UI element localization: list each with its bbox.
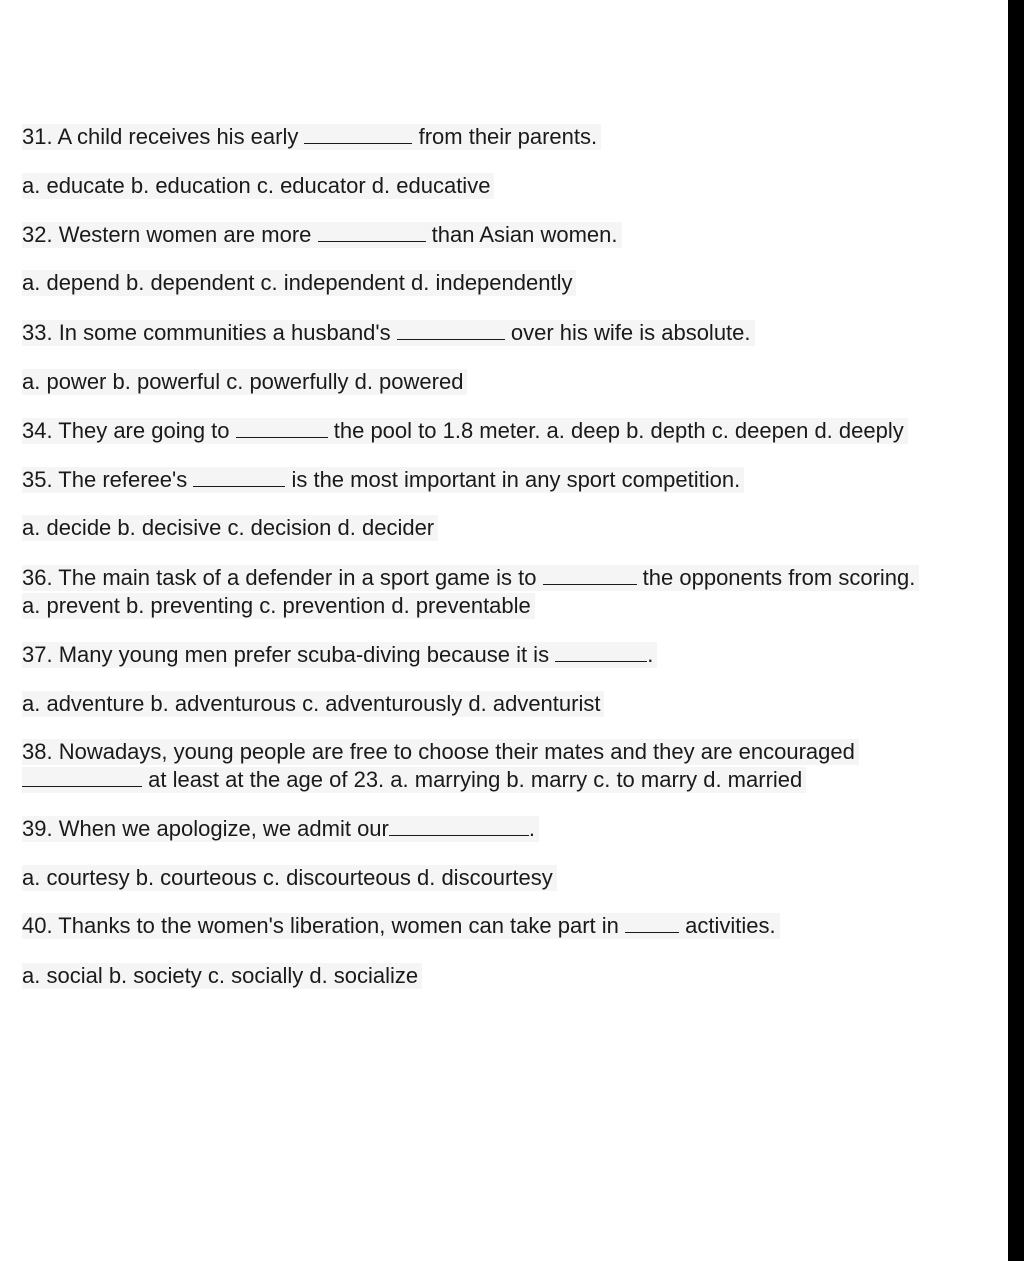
question-36-options: a. prevent b. preventing c. prevention d. preventable (22, 593, 535, 619)
question-31-blank (304, 125, 412, 144)
question-36-stem-end: the opponents from scoring. (636, 565, 916, 590)
question-39-blank (389, 817, 529, 836)
question-40 (22, 913, 780, 939)
question-38-stem-end: at least at the age of 23. a. marrying b. marry c. to marry d. married (142, 767, 803, 792)
question-39-options: a. courtesy b. courteous c. discourteous d. discourtesy (22, 865, 557, 891)
question-35-blank (193, 468, 285, 487)
question-38-blank (22, 768, 142, 787)
question-33-stem-end: over his wife is absolute. (504, 320, 751, 345)
question-37-stem-end: . (647, 642, 654, 667)
question-40-blank (625, 914, 679, 933)
question-34 (22, 418, 908, 444)
question-36-stem: 36. The main task of a defender in a sport game is to (22, 565, 543, 590)
question-32 (22, 222, 622, 248)
question-38-line-1: 38. Nowadays, young people are free to choose their mates and they are encouraged (22, 739, 859, 765)
question-37-blank (555, 643, 647, 662)
question-35-options: a. decide b. decisive c. decision d. decider (22, 515, 438, 541)
question-34-blank (236, 419, 328, 438)
question-31-stem-end: from their parents. (412, 124, 598, 149)
question-35-stem: 35. The referee's (22, 467, 194, 492)
question-37-options: a. adventure b. adventurous c. adventurously d. adventurist (22, 691, 604, 717)
question-40-stem-end: activities. (679, 913, 776, 938)
question-40-options: a. social b. society c. socially d. socialize (22, 963, 422, 989)
question-38-line-2 (22, 767, 806, 793)
question-32-stem: 32. Western women are more (22, 222, 318, 247)
question-33-stem: 33. In some communities a husband's (22, 320, 397, 345)
question-32-blank (318, 223, 426, 242)
question-32-options: a. depend b. dependent c. independent d. independently (22, 270, 576, 296)
question-37 (22, 642, 657, 668)
question-32-stem-end: than Asian women. (425, 222, 618, 247)
question-39-stem-end: . (528, 816, 535, 841)
question-33-blank (397, 321, 505, 340)
question-33 (22, 320, 755, 346)
question-31-options: a. educate b. education c. educator d. educative (22, 173, 494, 199)
question-35-stem-end: is the most important in any sport competition. (285, 467, 741, 492)
question-35 (22, 467, 744, 493)
question-34-stem: 34. They are going to (22, 418, 236, 443)
question-31-stem: 31. A child receives his early (22, 124, 305, 149)
question-39 (22, 816, 539, 842)
screen-edge-bar (1008, 0, 1024, 1261)
question-31 (22, 124, 601, 150)
question-34-stem-end: the pool to 1.8 meter. a. deep b. depth c. deepen d. deeply (327, 418, 904, 443)
question-40-stem: 40. Thanks to the women's liberation, women can take part in (22, 913, 626, 938)
question-39-stem: 39. When we apologize, we admit our (22, 816, 389, 841)
question-33-options: a. power b. powerful c. powerfully d. powered (22, 369, 467, 395)
question-37-stem: 37. Many young men prefer scuba-diving because it is (22, 642, 556, 667)
question-36-blank (543, 566, 637, 585)
question-36 (22, 565, 919, 591)
